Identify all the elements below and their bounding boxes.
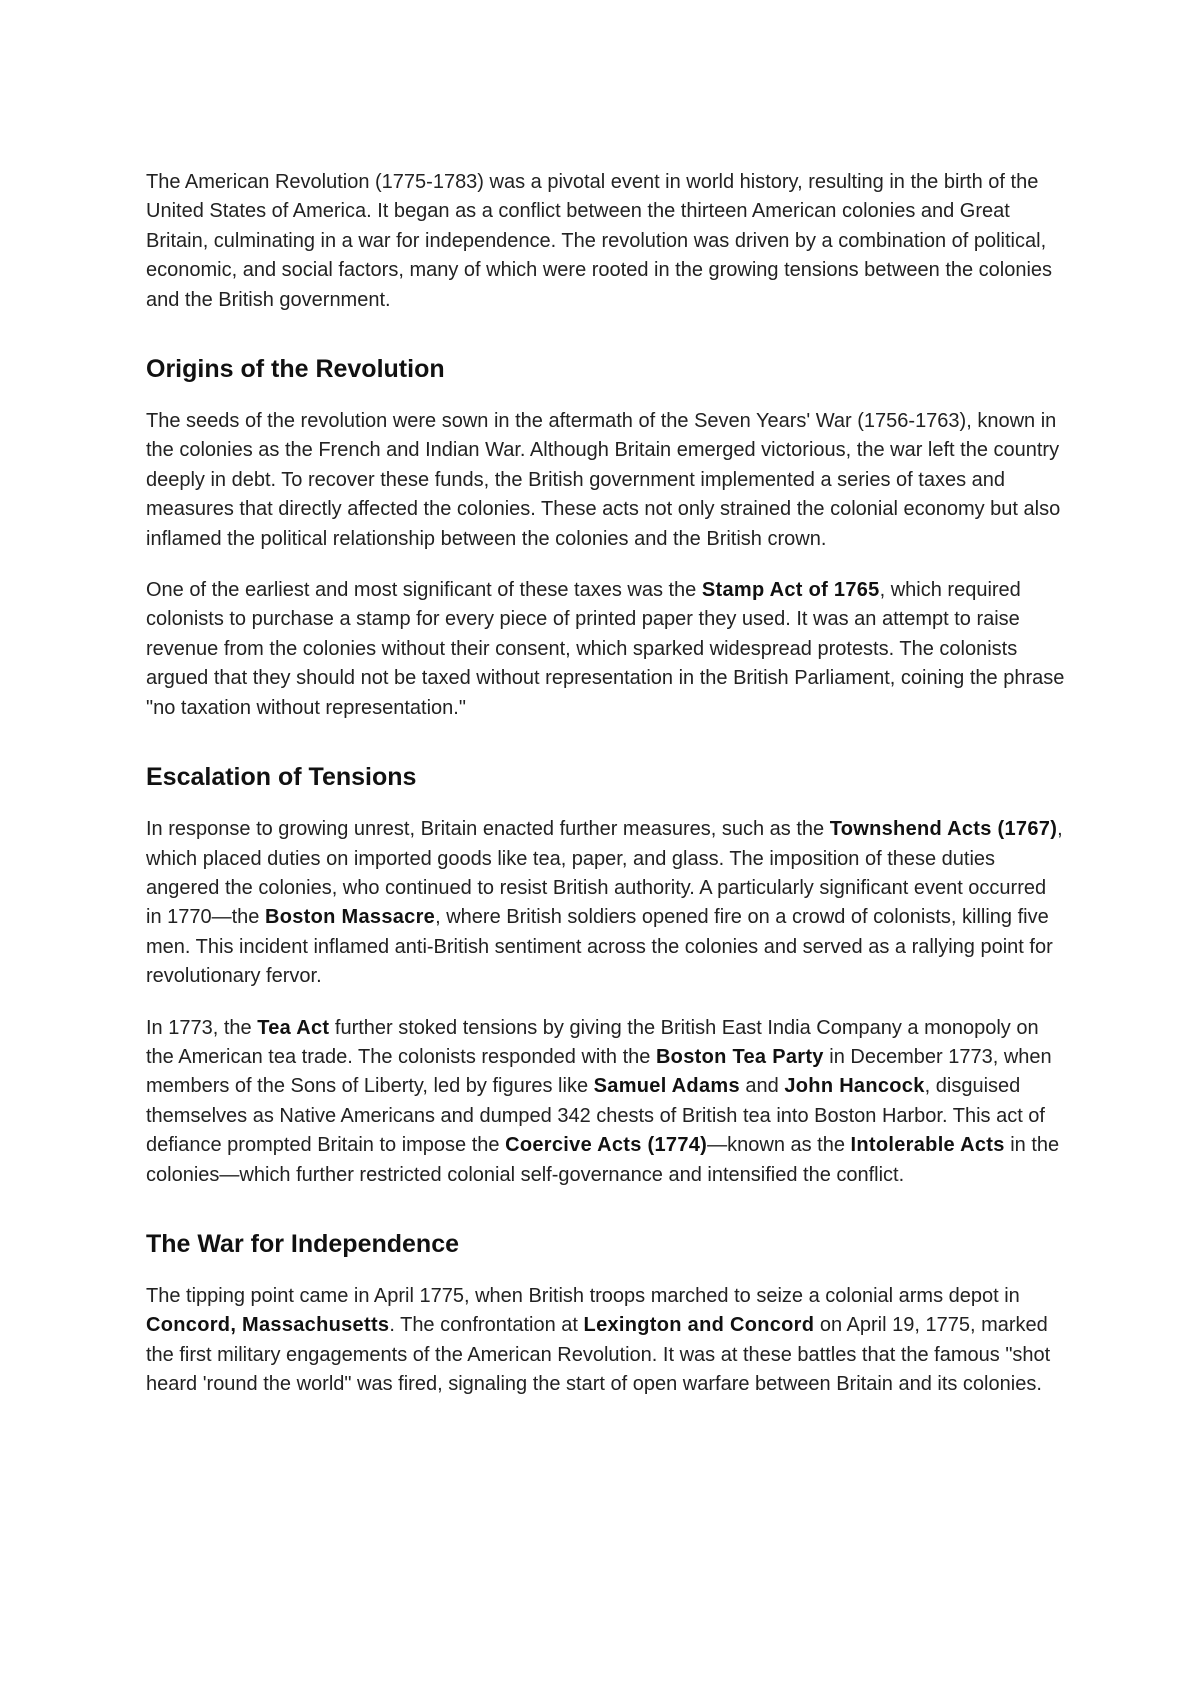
bold-concord-massachusetts: Concord, Massachusetts bbox=[146, 1314, 390, 1337]
document-page bbox=[146, 168, 1066, 1422]
paragraph-stamp-act: One of the earliest and most significant of these taxes was the Stamp Act of 1765, which required colonists to purchase a stamp for every piece of printed paper they used. It was an attempt to raise revenue from the colonies without their consent, which sparked widespread protests. The colonists argued that they should not be taxed without representation in the British Parliament, coining the phrase "no taxation without representation." bbox=[146, 579, 1065, 719]
paragraph-tea-act: In 1773, the Tea Act further stoked tensions by giving the British East India Company a monopoly on the American tea trade. The colonists responded with the Boston Tea Party in December 1773, when members of the Sons of Liberty, led by figures like Samuel Adams and John Hancock, disguised themselves as Native Americans and dumped 342 chests of British tea into Boston Harbor. This act of defiance prompted Britain to impose the Coercive Acts (1774)—known as the Intolerable Acts in the colonies—which further restricted colonial self-governance and intensified the conflict. bbox=[146, 1016, 1060, 1186]
intro-paragraph: The American Revolution (1775-1783) was a pivotal event in world history, resulting in the birth of the United States of America. It began as a conflict between the thirteen American colonies and Great Britain, culminating in a war for independence. The revolution was driven by a combination of political, economic, and social factors, many of which were rooted in the growing tensions between the colonies and the British government. bbox=[146, 171, 1053, 311]
bold-boston-massacre: Boston Massacre bbox=[264, 906, 436, 929]
bold-townshend-acts: Townshend Acts (1767) bbox=[829, 818, 1058, 841]
bold-tea-act: Tea Act bbox=[257, 1016, 330, 1039]
bold-john-hancock: John Hancock bbox=[784, 1075, 925, 1098]
bold-stamp-act: Stamp Act of 1765 bbox=[701, 579, 880, 602]
paragraph-seven-years-war: The seeds of the revolution were sown in the aftermath of the Seven Years' War (1756-1763), known in the colonies as the French and Indian War. Although Britain emerged victorious, the war left the country deeply in debt. To recover these funds, the British government implemented a series of taxes and measures that directly affected the colonies. These acts not only strained the colonial economy but also inflamed the political relationship between the colonies and the British crown. bbox=[146, 410, 1061, 550]
paragraph-lexington-concord: The tipping point came in April 1775, when British troops marched to seize a colonial arms depot in Concord, Massachusetts. The confrontation at Lexington and Concord on April 19, 1775, marked the first military engagements of the American Revolution. It was at these battles that the famous "shot heard 'round the world" was fired, signaling the start of open warfare between Britain and its colonies. bbox=[146, 1284, 1051, 1396]
paragraph-townshend: In response to growing unrest, Britain enacted further measures, such as the Townshend Acts (1767), which placed duties on imported goods like tea, paper, and glass. The imposition of these duties angered the colonies, who continued to resist British authority. A particularly significant event occurred in 1770—the Boston Massacre, where British soldiers opened fire on a crowd of colonists, killing five men. This incident inflamed anti-British sentiment across the colonies and served as a rallying point for revolutionary fervor. bbox=[146, 818, 1063, 988]
bold-boston-tea-party: Boston Tea Party bbox=[655, 1045, 824, 1068]
bold-samuel-adams: Samuel Adams bbox=[593, 1075, 740, 1098]
section-heading-escalation: Escalation of Tensions bbox=[146, 763, 417, 792]
section-heading-war: The War for Independence bbox=[146, 1229, 460, 1258]
section-heading-origins: Origins of the Revolution bbox=[146, 355, 445, 384]
bold-coercive-acts: Coercive Acts (1774) bbox=[505, 1134, 708, 1157]
bold-lexington-and-concord: Lexington and Concord bbox=[583, 1314, 815, 1337]
bold-intolerable-acts: Intolerable Acts bbox=[850, 1134, 1005, 1157]
